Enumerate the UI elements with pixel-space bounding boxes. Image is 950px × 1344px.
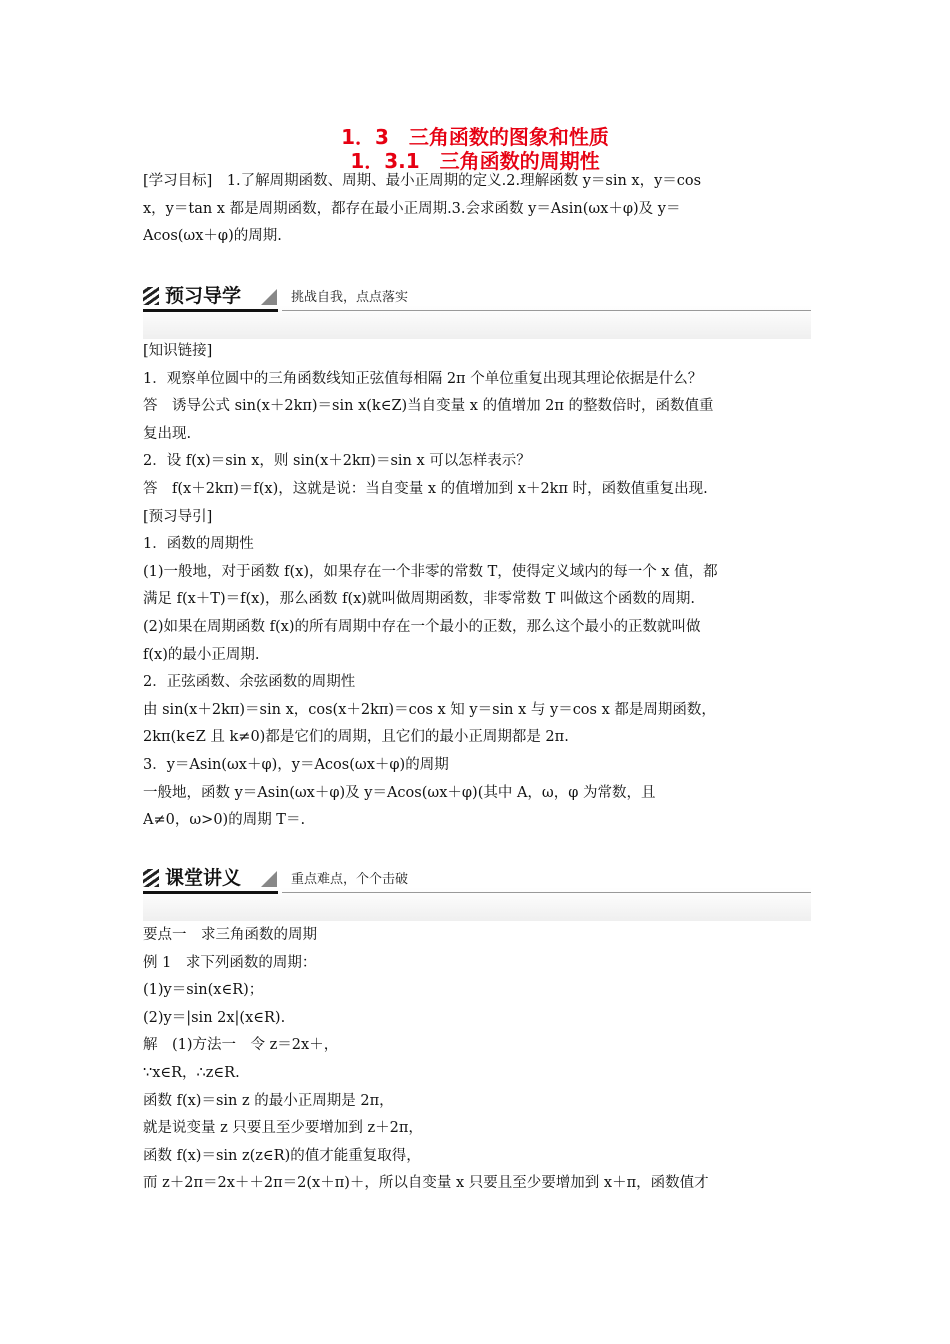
text-line: 3．y＝Asin(ωx＋φ)，y＝Acos(ωx＋φ)的周期 (143, 756, 449, 773)
section-title: 预习导学 (165, 285, 242, 307)
text-line: 函数 f(x)＝sin z 的最小正周期是 2π， (143, 1092, 394, 1109)
text-line: (1)一般地，对于函数 f(x)，如果存在一个非零的常数 T，使得定义域内的每一个 x 值，都 (143, 563, 718, 580)
text-line: 由 sin(x＋2kπ)＝sin x，cos(x＋2kπ)＝cos x 知 y＝sin x 与 y＝cos x 都是周期函数， (143, 701, 716, 718)
stripes-icon (143, 287, 159, 305)
section-divider (282, 892, 811, 893)
text-line: (2)y＝|sin 2x|(x∈R). (143, 1009, 286, 1026)
text-line: 一般地，函数 y＝Asin(ωx＋φ)及 y＝Acos(ωx＋φ)(其中 A，ω，φ 为常数，且 (143, 784, 656, 801)
text-line: 2．正弦函数、余弦函数的周期性 (143, 674, 356, 691)
section-subtitle: 挑战自我，点点落实 (291, 290, 409, 305)
text-line: Acos(ωx＋φ)的周期. (143, 228, 282, 245)
text-line: [知识链接] (143, 343, 213, 359)
text-line: A≠0，ω>0)的周期 T＝. (143, 812, 306, 829)
section-title: 课堂讲义 (165, 867, 242, 889)
page-title: 1．3 三角函数的图象和性质 (341, 125, 609, 149)
triangle-icon (261, 871, 277, 887)
stripes-icon (143, 869, 159, 887)
text-line: 要点一 求三角函数的周期 (143, 927, 317, 943)
text-line: 1．观察单位圆中的三角函数线知正弦值每相隔 2π 个单位重复出现其理论依据是什么？ (143, 370, 703, 387)
triangle-icon (261, 289, 277, 305)
section-title-bar (143, 283, 278, 312)
text-line: [学习目标] 1.了解周期函数、周期、最小正周期的定义.2.理解函数 y＝sin x，y＝cos (143, 173, 702, 189)
text-line: 复出现. (143, 425, 192, 442)
text-line: 解 (1)方法一 令 z＝2x＋， (143, 1037, 339, 1054)
preview-content (143, 338, 811, 835)
text-line: ∵x∈R，∴z∈R. (143, 1064, 240, 1081)
text-line: [预习导引] (143, 508, 213, 525)
text-line: 就是说变量 z 只要且至少要增加到 z＋2π， (143, 1120, 423, 1137)
text-line: 函数 f(x)＝sin z(z∈R)的值才能重复取得， (143, 1147, 421, 1164)
text-line: 而 z＋2π＝2x＋＋2π＝2(x＋π)＋，所以自变量 x 只要且至少要增加到 x＋π，函数值才 (143, 1175, 709, 1192)
text-line: 答 诱导公式 sin(x＋2kπ)＝sin x(k∈Z)当自变量 x 的值增加 2π 的整数倍时，函数值重 (143, 398, 714, 415)
text-line: 例 1 求下列函数的周期： (143, 954, 317, 971)
learning-objectives (143, 168, 811, 251)
text-line: 满足 f(x＋T)＝f(x)，那么函数 f(x)就叫做周期函数，非零常数 T 叫做这个函数的周期. (143, 591, 695, 608)
text-line: (1)y＝sin(x∈R)； (143, 982, 264, 999)
text-line: 1．函数的周期性 (143, 536, 254, 553)
text-line: (2)如果在周期函数 f(x)的所有周期中存在一个最小的正数，那么这个最小的正数就叫做 (143, 618, 701, 635)
text-line: 答 f(x＋2kπ)＝f(x)，这就是说：当自变量 x 的值增加到 x＋2kπ 时，函数值重复出现. (143, 480, 708, 497)
section-title-bar (143, 865, 278, 894)
page-subtitle: 1．3.1 三角函数的周期性 (350, 149, 600, 173)
section-divider (282, 310, 811, 311)
section-subtitle: 重点难点，个个击破 (291, 872, 409, 887)
lecture-content (143, 922, 811, 1198)
section-header-preview (143, 283, 811, 339)
text-line: 2．设 f(x)＝sin x，则 sin(x＋2kπ)＝sin x 可以怎样表示？ (143, 453, 531, 470)
text-line: 2kπ(k∈Z 且 k≠0)都是它们的周期，且它们的最小正周期都是 2π. (143, 729, 569, 746)
text-line: x，y＝tan x 都是周期函数，都存在最小正周期.3.会求函数 y＝Asin(ωx＋φ)及 y＝ (143, 200, 681, 217)
text-line: f(x)的最小正周期. (143, 646, 260, 663)
section-header-lecture (143, 865, 811, 921)
